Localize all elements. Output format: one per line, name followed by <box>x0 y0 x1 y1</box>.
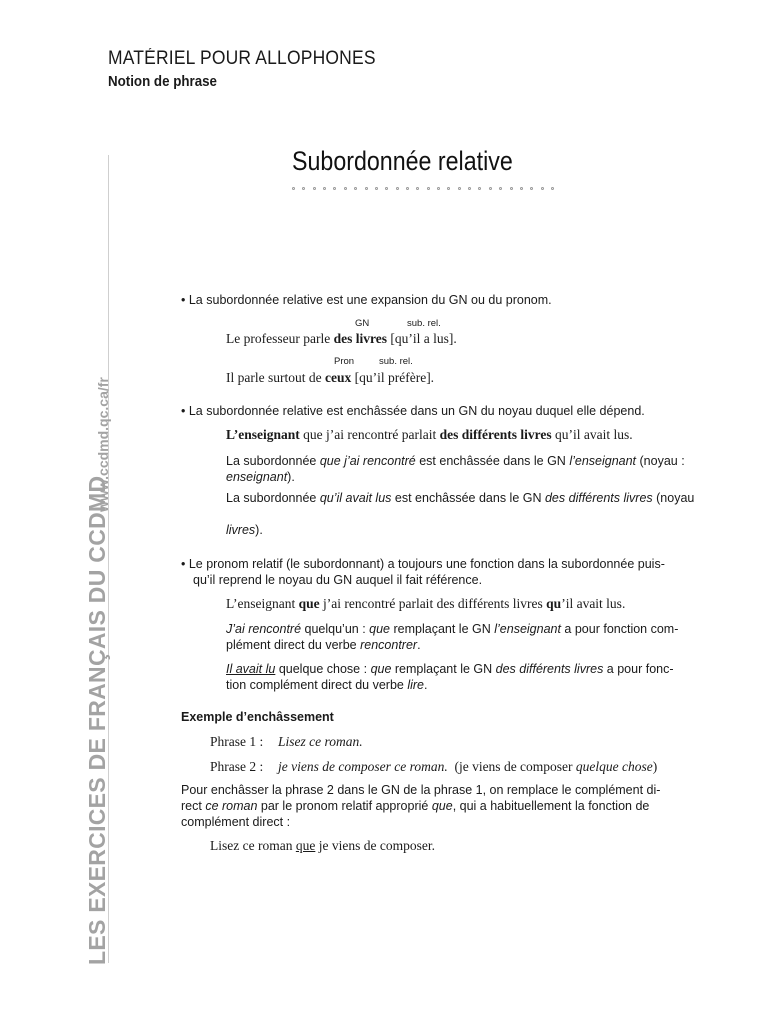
italic-text: quelque chose <box>575 759 653 774</box>
italic-text: J’ai rencontré <box>226 622 302 636</box>
example-bold-2: des différents livres <box>439 427 552 442</box>
italic-text: des différents livres <box>495 662 604 676</box>
section-4-para-line-2 <box>181 798 649 814</box>
example-1-before: Le professeur parle <box>226 331 334 346</box>
title-dotted-rule <box>292 187 554 193</box>
section-2-intro: • La subordonnée relative est enchâssée dans un GN du noyau duquel elle dépend. <box>181 404 645 418</box>
section-3-para-1-line-1 <box>226 621 678 637</box>
example-2 <box>226 370 434 386</box>
italic-text: l’enseignant <box>494 622 561 636</box>
sidebar-url-text: www.ccdmd.qc.ca/fr <box>95 377 111 512</box>
text: La subordonnée <box>226 454 320 468</box>
section-4-para-line-3: complément direct : <box>181 815 291 829</box>
bold-text: qu <box>546 596 562 611</box>
phrase-2-label: Phrase 2 : <box>210 759 264 774</box>
italic-text: qu’il avait lus <box>319 491 392 505</box>
label-pron: Pron <box>334 356 355 367</box>
italic-text: rencontrer <box>360 638 418 652</box>
text: ’il avait lus. <box>561 596 626 611</box>
text: remplaçant le GN <box>391 662 496 676</box>
section-2-example <box>226 427 633 443</box>
bold-text: que <box>298 596 320 611</box>
text: est enchâssée dans le GN <box>391 491 545 505</box>
example-2-pron: ceux <box>324 370 352 385</box>
text: , qui a habituellement la fonction de <box>452 799 650 813</box>
phrase-2-text <box>278 759 657 775</box>
example-1-after: [qu’il a lus]. <box>386 331 457 346</box>
text: (noyau <box>652 491 695 505</box>
italic-text: que <box>369 622 391 636</box>
italic-text: Lisez ce roman. <box>278 734 363 749</box>
italic-text: ce roman <box>205 799 258 813</box>
label-sub-rel-2: sub. rel. <box>379 356 413 367</box>
section-3-intro-line-2: qu’il reprend le noyau du GN auquel il fait référence. <box>193 573 483 587</box>
section-3-example <box>226 596 625 612</box>
italic-text: l’enseignant <box>569 454 637 468</box>
italic-text: Il avait lu <box>226 662 276 676</box>
section-2-para-2-line-1 <box>226 490 694 506</box>
italic-text: que j’ai rencontré <box>319 454 416 468</box>
phrase-1-label: Phrase 1 : <box>210 734 264 749</box>
sidebar-url <box>95 377 111 512</box>
text: L’enseignant <box>226 596 299 611</box>
section-2-para-2-line-2 <box>226 522 263 538</box>
section-4-para-line-1: Pour enchâsser la phrase 2 dans le GN de la phrase 1, on remplace le complément di- <box>181 783 661 797</box>
label-sub-rel-1: sub. rel. <box>407 318 441 329</box>
text: plément direct du verbe <box>226 638 361 652</box>
text: est enchâssée dans le GN <box>415 454 570 468</box>
italic-text: que <box>370 662 392 676</box>
document-header-title: MATÉRIEL POUR ALLOPHONES <box>108 48 376 69</box>
example-text-2: qu’il avait lus. <box>551 427 633 442</box>
section-2-para-1-line-1 <box>226 453 685 469</box>
text: rect <box>181 799 206 813</box>
text: quelque chose : <box>275 662 371 676</box>
page-title: Subordonnée relative <box>292 146 513 176</box>
text: quelqu’un : <box>301 622 370 636</box>
italic-text: enseignant <box>226 470 288 484</box>
example-2-before: Il parle surtout de <box>226 370 325 385</box>
text: . <box>424 678 428 692</box>
section-4-result <box>210 838 435 854</box>
section-3-para-1-line-2 <box>226 637 421 653</box>
text: par le pronom relatif approprié <box>257 799 432 813</box>
section-3-intro-line-1: • Le pronom relatif (le subordonnant) a toujours une fonction dans la subordonnée puis- <box>181 557 665 571</box>
text: La subordonnée <box>226 491 320 505</box>
text: ) <box>652 759 658 774</box>
text: ). <box>255 523 263 537</box>
section-3-para-2-line-1 <box>226 661 674 677</box>
italic-text: livres <box>226 523 256 537</box>
text: ). <box>287 470 295 484</box>
italic-text: je viens de composer ce roman. <box>278 759 448 774</box>
italic-text: que <box>431 799 453 813</box>
section-2-para-1-line-2 <box>226 469 295 485</box>
text: tion complément direct du verbe <box>226 678 408 692</box>
text: je viens de composer. <box>315 838 435 853</box>
sidebar-brand: LES EXERCICES DE FRANÇAIS DU CCDMD <box>84 475 110 965</box>
example-2-after: [qu’il préfère]. <box>351 370 435 385</box>
phrase-1-text <box>278 734 363 750</box>
section-1-intro <box>181 292 552 308</box>
text: Lisez ce roman <box>210 838 296 853</box>
section-3-para-2-line-2 <box>226 677 428 693</box>
example-1 <box>226 331 457 347</box>
section-4-heading <box>181 709 334 725</box>
italic-text: des différents livres <box>544 491 653 505</box>
bullet: • <box>181 293 189 307</box>
example-bold-1: L’enseignant <box>226 427 300 442</box>
section-1-text: La subordonnée relative est une expansion du GN ou du pronom. <box>188 293 552 307</box>
text: j’ai rencontré parlait des différents livres <box>319 596 547 611</box>
label-gn: GN <box>355 318 370 329</box>
example-1-gn: des livres <box>333 331 387 346</box>
example-text-1: que j’ai rencontré parlait <box>299 427 440 442</box>
italic-text: lire <box>407 678 425 692</box>
text: a pour fonction com- <box>560 622 679 636</box>
document-header-subtitle: Notion de phrase <box>108 74 217 90</box>
text: remplaçant le GN <box>390 622 495 636</box>
heading-text: Exemple d’enchâssement <box>181 710 334 724</box>
text: . <box>417 638 421 652</box>
underlined-text: que <box>295 838 316 853</box>
text: a pour fonc- <box>603 662 674 676</box>
text: (je viens de composer <box>454 759 576 774</box>
text: (noyau : <box>636 454 685 468</box>
